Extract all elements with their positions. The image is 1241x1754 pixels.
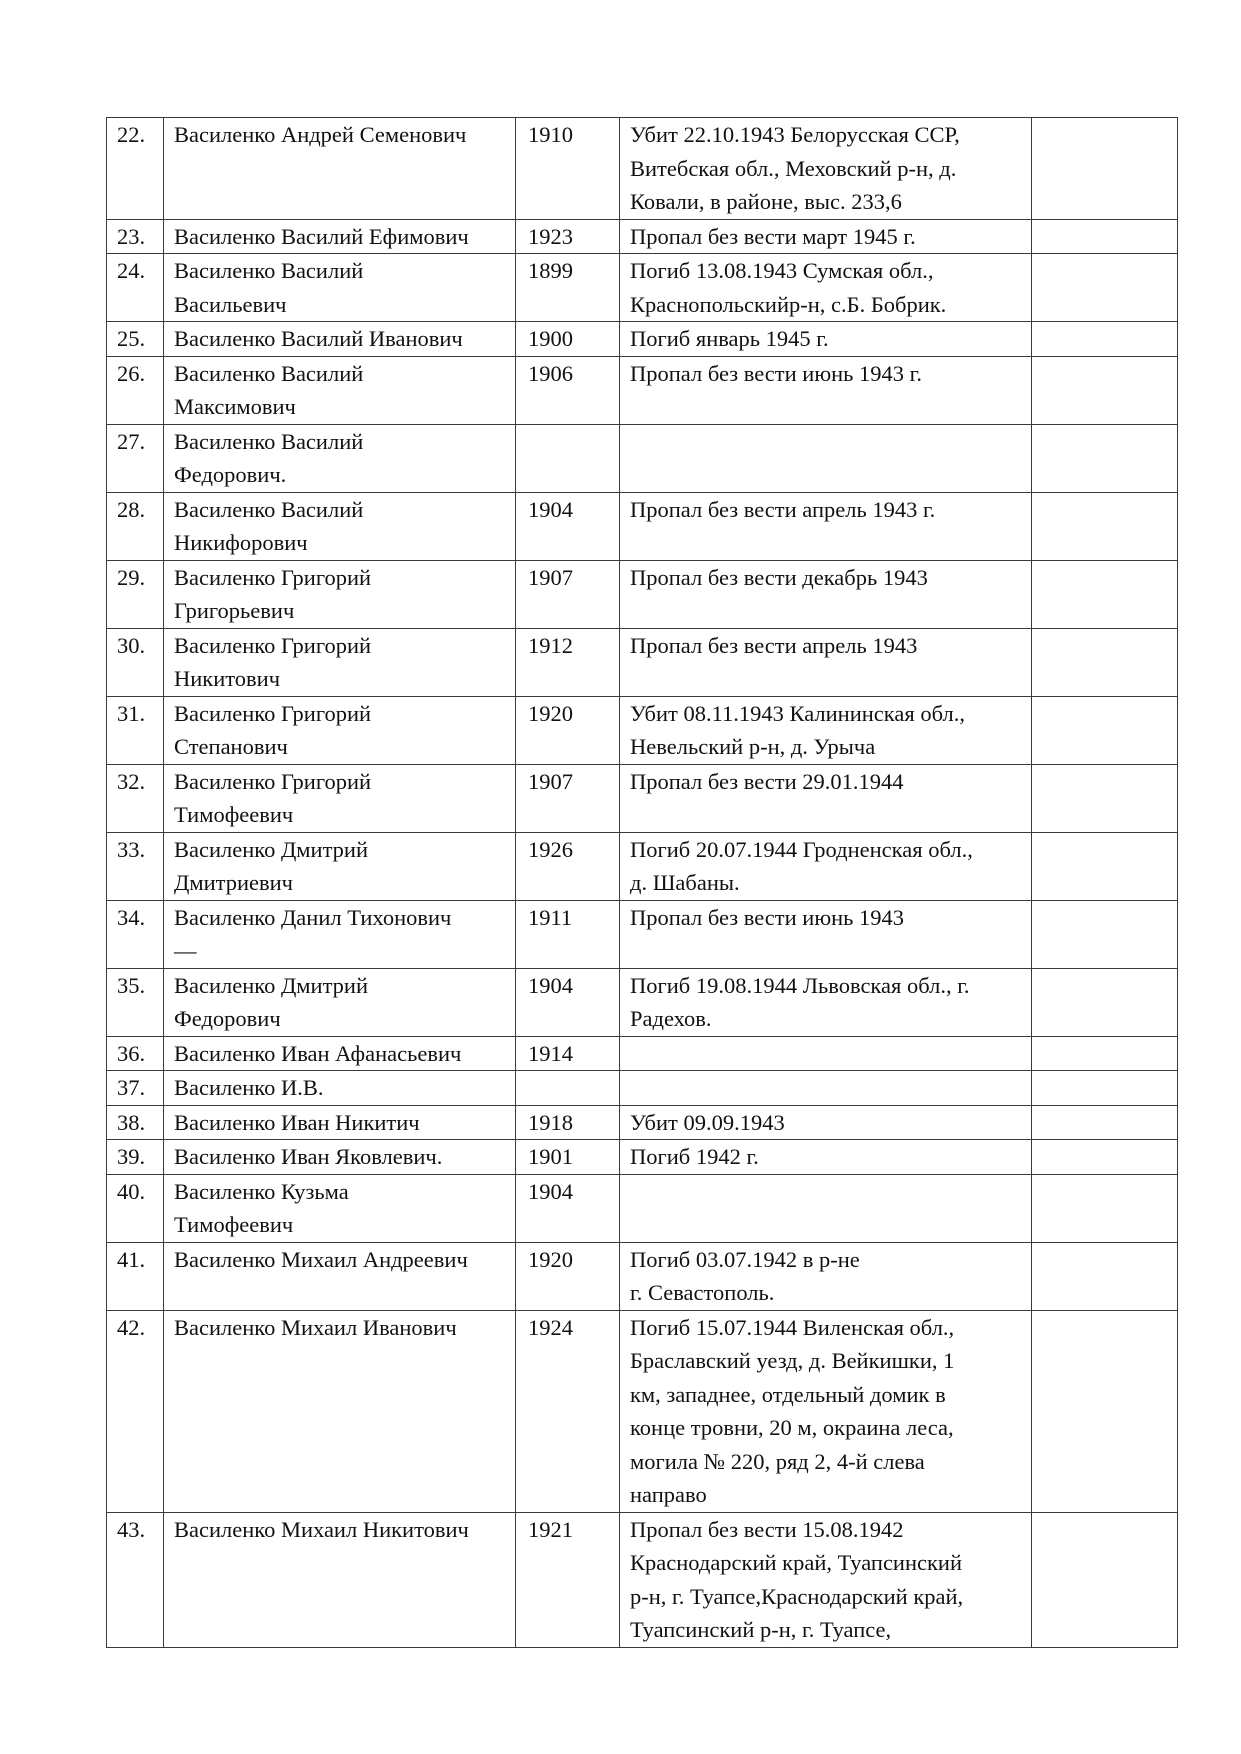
table-row [107, 424, 1178, 492]
birth-year: 1926 [516, 832, 620, 900]
fate-details: Погиб январь 1945 г. [620, 322, 1032, 357]
fate-details: Убит 09.09.1943 [620, 1105, 1032, 1140]
fate-details [620, 424, 1032, 492]
fate-details [620, 1036, 1032, 1071]
notes-cell [1032, 356, 1178, 424]
row-number: 38. [107, 1105, 164, 1140]
notes-cell [1032, 322, 1178, 357]
fate-details: Пропал без вести 29.01.1944 [620, 764, 1032, 832]
row-number: 22. [107, 118, 164, 220]
row-number: 37. [107, 1071, 164, 1106]
fate-details: Пропал без вести апрель 1943 [620, 628, 1032, 696]
person-name: Василенко Михаил Никитович [164, 1512, 516, 1647]
table-row [107, 1310, 1178, 1512]
notes-cell [1032, 764, 1178, 832]
birth-year [516, 424, 620, 492]
row-number: 33. [107, 832, 164, 900]
notes-cell [1032, 696, 1178, 764]
fate-details [620, 1174, 1032, 1242]
notes-cell [1032, 1174, 1178, 1242]
notes-cell [1032, 1105, 1178, 1140]
person-name: Василенко Григорий Григорьевич [164, 560, 516, 628]
notes-cell [1032, 1036, 1178, 1071]
notes-cell [1032, 1242, 1178, 1310]
person-name: Василенко Григорий Степанович [164, 696, 516, 764]
table-row [107, 1071, 1178, 1106]
person-name: Василенко Василий Васильевич [164, 254, 516, 322]
fate-details: Погиб 19.08.1944 Львовская обл., г. Радехов. [620, 968, 1032, 1036]
table-row [107, 900, 1178, 968]
table-row [107, 628, 1178, 696]
table-row [107, 1105, 1178, 1140]
casualty-list-table [106, 117, 1178, 1648]
notes-cell [1032, 1512, 1178, 1647]
table-row [107, 118, 1178, 220]
table-row [107, 254, 1178, 322]
person-name: Василенко Андрей Семенович [164, 118, 516, 220]
birth-year: 1907 [516, 560, 620, 628]
birth-year: 1904 [516, 492, 620, 560]
birth-year: 1899 [516, 254, 620, 322]
person-name: Василенко Василий Иванович [164, 322, 516, 357]
row-number: 31. [107, 696, 164, 764]
fate-details: Пропал без вести март 1945 г. [620, 219, 1032, 254]
birth-year: 1912 [516, 628, 620, 696]
birth-year: 1907 [516, 764, 620, 832]
fate-details: Погиб 15.07.1944 Виленская обл., Браславский уезд, д. Вейкишки, 1 км, западнее, отдельный домик в конце тровни, 20 м, окраина леса, могила № 220, ряд 2, 4-й слева направо [620, 1310, 1032, 1512]
person-name: Василенко Григорий Никитович [164, 628, 516, 696]
row-number: 23. [107, 219, 164, 254]
fate-details: Погиб 20.07.1944 Гродненская обл., д. Шабаны. [620, 832, 1032, 900]
fate-details: Пропал без вести апрель 1943 г. [620, 492, 1032, 560]
row-number: 35. [107, 968, 164, 1036]
birth-year: 1920 [516, 696, 620, 764]
row-number: 34. [107, 900, 164, 968]
notes-cell [1032, 1310, 1178, 1512]
person-name: Василенко Дмитрий Дмитриевич [164, 832, 516, 900]
birth-year: 1921 [516, 1512, 620, 1647]
table-row [107, 764, 1178, 832]
table-row [107, 968, 1178, 1036]
birth-year: 1911 [516, 900, 620, 968]
table-row [107, 832, 1178, 900]
row-number: 43. [107, 1512, 164, 1647]
table-row [107, 1140, 1178, 1175]
birth-year: 1924 [516, 1310, 620, 1512]
birth-year: 1910 [516, 118, 620, 220]
row-number: 39. [107, 1140, 164, 1175]
fate-details [620, 1071, 1032, 1106]
row-number: 30. [107, 628, 164, 696]
person-name: Василенко Василий Федорович. [164, 424, 516, 492]
person-name: Василенко Михаил Иванович [164, 1310, 516, 1512]
row-number: 26. [107, 356, 164, 424]
table-row [107, 356, 1178, 424]
person-name: Василенко Василий Ефимович [164, 219, 516, 254]
birth-year: 1901 [516, 1140, 620, 1175]
table-row [107, 560, 1178, 628]
person-name: Василенко Василий Никифорович [164, 492, 516, 560]
row-number: 41. [107, 1242, 164, 1310]
row-number: 24. [107, 254, 164, 322]
notes-cell [1032, 219, 1178, 254]
table-row [107, 219, 1178, 254]
row-number: 32. [107, 764, 164, 832]
table-body [107, 118, 1178, 1648]
row-number: 36. [107, 1036, 164, 1071]
fate-details: Убит 22.10.1943 Белорусская ССР, Витебская обл., Меховский р-н, д. Ковали, в районе, выс. 233,6 [620, 118, 1032, 220]
person-name: Василенко Иван Никитич [164, 1105, 516, 1140]
birth-year: 1914 [516, 1036, 620, 1071]
fate-details: Погиб 03.07.1942 в р-не г. Севастополь. [620, 1242, 1032, 1310]
person-name: Василенко Дмитрий Федорович [164, 968, 516, 1036]
notes-cell [1032, 560, 1178, 628]
person-name: Василенко Кузьма Тимофеевич [164, 1174, 516, 1242]
table-row [107, 322, 1178, 357]
row-number: 28. [107, 492, 164, 560]
fate-details: Пропал без вести июнь 1943 г. [620, 356, 1032, 424]
person-name: Василенко Григорий Тимофеевич [164, 764, 516, 832]
table-row [107, 492, 1178, 560]
row-number: 42. [107, 1310, 164, 1512]
birth-year: 1906 [516, 356, 620, 424]
person-name: Василенко Василий Максимович [164, 356, 516, 424]
table-row [107, 1242, 1178, 1310]
birth-year: 1923 [516, 219, 620, 254]
person-name: Василенко Иван Яковлевич. [164, 1140, 516, 1175]
birth-year [516, 1071, 620, 1106]
notes-cell [1032, 118, 1178, 220]
birth-year: 1900 [516, 322, 620, 357]
fate-details: Погиб 1942 г. [620, 1140, 1032, 1175]
fate-details: Пропал без вести декабрь 1943 [620, 560, 1032, 628]
table-row [107, 696, 1178, 764]
person-name: Василенко Михаил Андреевич [164, 1242, 516, 1310]
row-number: 25. [107, 322, 164, 357]
table-row [107, 1512, 1178, 1647]
person-name: Василенко Данил Тихонович — [164, 900, 516, 968]
notes-cell [1032, 832, 1178, 900]
birth-year: 1918 [516, 1105, 620, 1140]
birth-year: 1920 [516, 1242, 620, 1310]
person-name: Василенко Иван Афанасьевич [164, 1036, 516, 1071]
notes-cell [1032, 492, 1178, 560]
fate-details: Пропал без вести июнь 1943 [620, 900, 1032, 968]
notes-cell [1032, 1071, 1178, 1106]
row-number: 29. [107, 560, 164, 628]
row-number: 27. [107, 424, 164, 492]
notes-cell [1032, 628, 1178, 696]
notes-cell [1032, 254, 1178, 322]
fate-details: Убит 08.11.1943 Калининская обл., Невельский р-н, д. Урыча [620, 696, 1032, 764]
notes-cell [1032, 900, 1178, 968]
table-row [107, 1036, 1178, 1071]
notes-cell [1032, 968, 1178, 1036]
birth-year: 1904 [516, 1174, 620, 1242]
person-name: Василенко И.В. [164, 1071, 516, 1106]
fate-details: Погиб 13.08.1943 Сумская обл., Краснопольскийр-н, с.Б. Бобрик. [620, 254, 1032, 322]
table-row [107, 1174, 1178, 1242]
row-number: 40. [107, 1174, 164, 1242]
notes-cell [1032, 1140, 1178, 1175]
notes-cell [1032, 424, 1178, 492]
birth-year: 1904 [516, 968, 620, 1036]
fate-details: Пропал без вести 15.08.1942 Краснодарский край, Туапсинский р-н, г. Туапсе,Краснодарский край, Туапсинский р-н, г. Туапсе, [620, 1512, 1032, 1647]
